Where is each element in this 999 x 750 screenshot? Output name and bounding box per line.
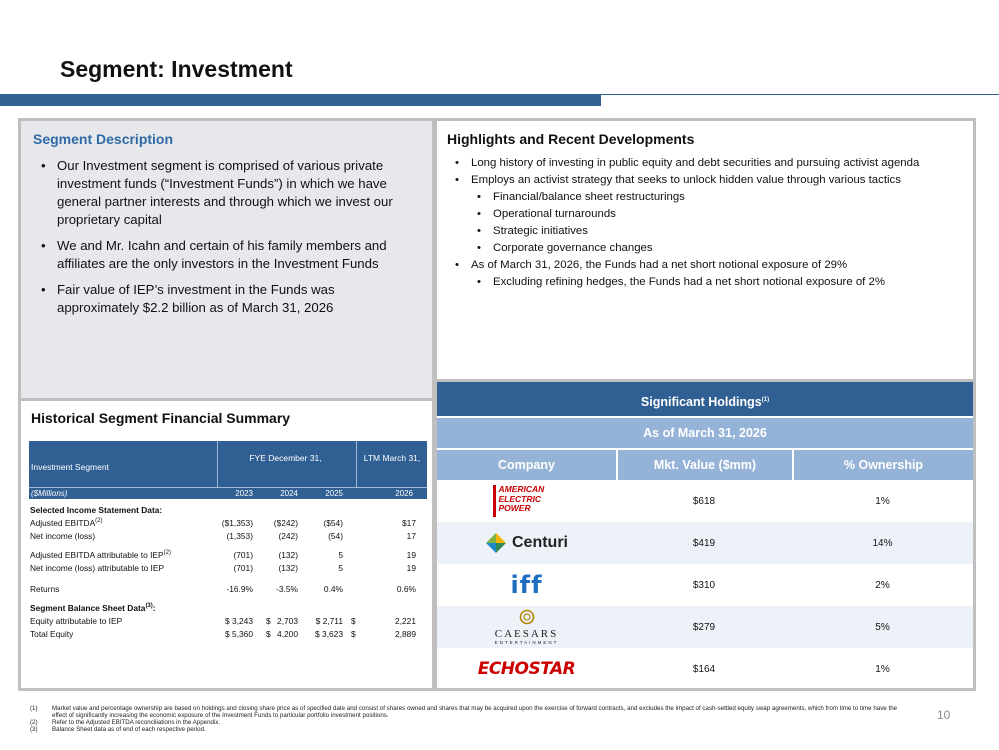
american-electric-power-logo: AMERICAN ELECTRIC POWER bbox=[493, 485, 561, 517]
row-label: Returns bbox=[30, 584, 60, 594]
financial-table-header bbox=[29, 441, 427, 487]
column-divider bbox=[356, 441, 357, 487]
list-subitem: • Operational turnarounds bbox=[447, 207, 963, 221]
cell: $ bbox=[351, 616, 356, 626]
cell: 2,889 bbox=[395, 629, 416, 639]
table-row bbox=[437, 606, 973, 648]
list-item: • We and Mr. Icahn and certain of his family members and affiliates are the only investors in the Investment Funds bbox=[33, 237, 420, 273]
list-subitem: • Excluding refining hedges, the Funds had a net short notional exposure of 2% bbox=[447, 275, 963, 289]
row-label: Total Equity bbox=[30, 629, 74, 639]
holdings-column-headers bbox=[437, 450, 973, 480]
ownership-cell: 1% bbox=[875, 663, 890, 675]
company-cell bbox=[437, 609, 616, 645]
cell: $ 2,711 bbox=[315, 616, 343, 626]
ownership-cell: 2% bbox=[875, 579, 890, 591]
ownership-cell: 1% bbox=[875, 495, 890, 507]
units-label: ($Millions) bbox=[31, 489, 68, 498]
list-subitem: • Corporate governance changes bbox=[447, 241, 963, 255]
year-header: 2026 bbox=[395, 489, 413, 498]
highlights-panel bbox=[434, 118, 976, 384]
cell: 17 bbox=[406, 531, 416, 541]
cell: -16.9% bbox=[226, 584, 253, 594]
title-accent-bar bbox=[0, 94, 601, 106]
table-row bbox=[29, 549, 427, 562]
table-row bbox=[437, 522, 973, 564]
row-label: Equity attributable to IEP bbox=[30, 616, 123, 626]
list-subitem: • Strategic initiatives bbox=[447, 224, 963, 238]
cell: 5 bbox=[338, 550, 343, 560]
ltm-header: LTM March 31, bbox=[363, 453, 421, 463]
footnote: (1) Market value and percentage ownership are based on holdings and closing share price as of specified date and consist of shares owned and shares that may be acquired upon the exercise of forward contracts, and excludes the impact of cash-settled equity swap agreements, which from time to time have the effect of significantly increasing the economic exposure of the Investment Funds to particular portfolio investment positions. bbox=[30, 705, 898, 719]
centuri-mark-icon bbox=[485, 532, 507, 554]
page-title: Segment: Investment bbox=[60, 56, 293, 82]
cell: 19 bbox=[406, 563, 416, 573]
table-row bbox=[29, 602, 427, 615]
caesars-logo: CAESARS ENTERTAINMENT bbox=[495, 609, 559, 645]
table-row bbox=[29, 615, 427, 628]
list-item: • Employs an activist strategy that seeks to unlock hidden value through various tactics bbox=[447, 173, 963, 187]
cell: ($1,353) bbox=[221, 518, 253, 528]
holdings-title: Significant Holdings$^{(1)}$ bbox=[437, 382, 973, 416]
cell: ($242) bbox=[273, 518, 298, 528]
cell: $ bbox=[266, 629, 271, 639]
cell: $ bbox=[351, 629, 356, 639]
fye-header: FYE December 31, bbox=[249, 453, 322, 463]
financial-summary-panel bbox=[18, 398, 435, 691]
cell: $ 5,360 bbox=[225, 629, 253, 639]
market-value-cell: $310 bbox=[692, 579, 716, 591]
table-row bbox=[437, 480, 973, 522]
table-row bbox=[29, 628, 427, 641]
cell: -3.5% bbox=[276, 584, 298, 594]
list-item: • Long history of investing in public equity and debt securities and pursuing activist agenda bbox=[447, 156, 963, 170]
segment-description-list bbox=[33, 157, 420, 317]
list-item: • Our Investment segment is comprised of various private investment funds (“Investment Funds”) in which we have general partner interests and through which we invest our proprietary capital bbox=[33, 157, 420, 229]
footnote: (2) Refer to the Adjusted EBITDA reconciliations in the Appendix. bbox=[30, 719, 221, 726]
balance-section-heading: Segment Balance Sheet Data$^{(3)}$: bbox=[30, 603, 156, 613]
segment-label: Investment Segment bbox=[31, 462, 109, 472]
row-label: Adjusted EBITDA attributable to IEP$^{(2)}$ bbox=[30, 550, 171, 560]
echostar-logo: ECHOSTAR bbox=[477, 659, 576, 679]
table-row bbox=[437, 648, 973, 690]
row-label: Net income (loss) bbox=[30, 531, 96, 541]
market-value-cell: $279 bbox=[692, 621, 716, 633]
cell: 19 bbox=[406, 550, 416, 560]
table-row bbox=[29, 504, 427, 517]
financial-table-subheader bbox=[29, 487, 427, 499]
list-item: • As of March 31, 2026, the Funds had a net short notional exposure of 29% bbox=[447, 258, 963, 272]
year-header: 2023 bbox=[235, 489, 253, 498]
year-header: 2025 bbox=[325, 489, 343, 498]
cell: 5 bbox=[338, 563, 343, 573]
iff-logo: iff bbox=[510, 571, 543, 599]
income-section-heading: Selected Income Statement Data: bbox=[30, 505, 163, 515]
cell: (132) bbox=[278, 550, 298, 560]
cell: $ 3,243 bbox=[225, 616, 253, 626]
cell: (54) bbox=[328, 531, 343, 541]
cell: 2,221 bbox=[395, 616, 416, 626]
cell: $ 3,623 bbox=[315, 629, 343, 639]
cell: $ bbox=[266, 616, 271, 626]
ownership-cell: 14% bbox=[872, 537, 893, 549]
column-header-market-value: Mkt. Value ($mm) bbox=[618, 450, 792, 480]
centuri-logo: Centuri bbox=[485, 532, 568, 554]
significant-holdings-panel bbox=[434, 379, 976, 691]
ownership-cell: 5% bbox=[875, 621, 890, 633]
holdings-subtitle: As of March 31, 2026 bbox=[437, 418, 973, 448]
cell: $17 bbox=[402, 518, 416, 528]
column-header-company: Company bbox=[437, 450, 616, 480]
cell: ($54) bbox=[323, 518, 343, 528]
market-value-cell: $164 bbox=[692, 663, 716, 675]
footnotes bbox=[30, 705, 910, 733]
title-divider bbox=[601, 94, 999, 95]
company-cell bbox=[437, 485, 616, 517]
year-header: 2024 bbox=[280, 489, 298, 498]
cell: (701) bbox=[233, 550, 253, 560]
highlights-heading: Highlights and Recent Developments bbox=[447, 131, 695, 147]
cell: (242) bbox=[278, 531, 298, 541]
table-row bbox=[29, 530, 427, 543]
list-subitem: • Financial/balance sheet restructurings bbox=[447, 190, 963, 204]
row-label: Adjusted EBITDA$^{(2)}$ bbox=[30, 518, 103, 528]
caesars-laurel-icon bbox=[518, 609, 536, 625]
cell: (1,353) bbox=[226, 531, 253, 541]
financial-summary-heading: Historical Segment Financial Summary bbox=[31, 410, 291, 426]
cell: (132) bbox=[278, 563, 298, 573]
table-row bbox=[29, 562, 427, 575]
page-number: 10 bbox=[937, 708, 951, 722]
market-value-cell: $618 bbox=[692, 495, 716, 507]
market-value-cell: $419 bbox=[692, 537, 716, 549]
cell: 2,703 bbox=[277, 616, 298, 626]
column-divider bbox=[217, 441, 218, 487]
list-item: • Fair value of IEP’s investment in the Funds was approximately $2.2 billion as of March 31, 2026 bbox=[33, 281, 420, 317]
cell: 0.6% bbox=[396, 584, 416, 594]
cell: 4,200 bbox=[277, 629, 298, 639]
cell: (701) bbox=[233, 563, 253, 573]
cell: 0.4% bbox=[323, 584, 343, 594]
row-label: Net income (loss) attributable to IEP bbox=[30, 563, 165, 573]
company-cell bbox=[437, 532, 616, 554]
company-cell bbox=[437, 571, 616, 599]
footnote: (3) Balance Sheet data as of end of each respective period. bbox=[30, 726, 206, 733]
table-row bbox=[437, 564, 973, 606]
financial-table bbox=[29, 441, 427, 641]
company-cell bbox=[437, 659, 616, 679]
table-row bbox=[29, 517, 427, 530]
table-row bbox=[29, 583, 427, 596]
segment-description-heading: Segment Description bbox=[33, 131, 174, 147]
highlights-list bbox=[447, 156, 963, 289]
segment-description-panel bbox=[18, 118, 435, 401]
column-header-ownership: % Ownership bbox=[794, 450, 973, 480]
